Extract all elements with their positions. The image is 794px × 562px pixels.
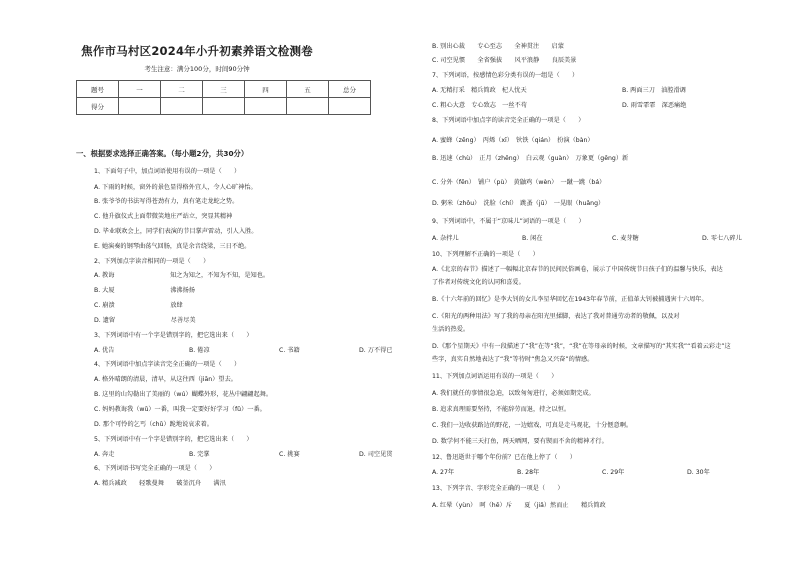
option-line: B. 这里的山勾勒出了美丽的（wú）蝴蝶外形，花丛中翩翩起舞。	[94, 391, 273, 398]
option-line: E. 她演奏的钢琴曲荡气回肠，真是余音绕梁，三日不绝。	[94, 243, 251, 250]
option-a[interactable]: A. 优告	[94, 347, 115, 354]
question-7-options-row1	[432, 88, 686, 94]
option-c[interactable]: C. 书籍	[279, 347, 300, 354]
option-line: 了作者对传统文化的认同和喜爱。	[432, 279, 525, 286]
option-line: D. 粥米（zhǒu） 洗脸（chí） 跳蚤（jū） 一晃眼（huǎng）	[432, 200, 605, 207]
option-line: A. 红晕（yùn） 呵（hē）斥 夏（jiǎ）然而止 精兵简政	[432, 502, 606, 509]
option-line: D. 毕业联欢会上，同学们表演的节目掌声雷动，引人入胜。	[94, 228, 258, 235]
option-d[interactable]: D. 司空见贯	[359, 451, 393, 458]
option-d[interactable]: D. 万不得已	[359, 347, 393, 354]
option-line: A. 蜜蜂（zēng） 丙烯（xī） 钬铁（qián） 扮演（bàn）	[432, 137, 594, 144]
question-line: 11、下列加点词语运用有误的一项是（ ）	[432, 373, 558, 380]
option-b[interactable]: B. 倦凉	[189, 347, 210, 354]
right-column	[424, 0, 794, 562]
option-line: A.《北京的春节》描述了一幅幅北京春节的民间民俗画卷，展示了中国传统节日孩子们的温馨与快乐，表达	[432, 266, 723, 273]
option-line: C. 司空见惯 全省强拔 风平浪静 良辰美景	[432, 57, 577, 64]
question-line: 3、下列词语中有一个字是错别字的，把它选出来（ ）	[94, 332, 253, 339]
option-line: D. 数学何不能三天打鱼，两天晒网，要有锲而不舍的精神才行。	[432, 438, 608, 445]
option-line: A. 下雨的时候，窗外的景色显得格外宜人，令人心旷神怡。	[94, 184, 257, 191]
question-line: 9、下列词语中，不属于“京味儿”词语的一项是（ ）	[432, 218, 585, 225]
option-line: A. 格外晴朗的清晨，清早，从这往西（jiān）望去。	[94, 376, 237, 383]
option-b[interactable]: B. 两面三刀 油腔滑调	[622, 87, 686, 94]
question-line: 5、下列词语中有一个字是错别字的，把它选出来（ ）	[94, 436, 253, 443]
question-line: 4、下列词语中加点字读音完全正确的一项是（ ）	[94, 361, 241, 368]
section-heading: 一、根据要求选择正确答案。（每小题2分，共30分）	[76, 149, 249, 158]
page-title: 焦作市马村区2024年小升初素养语文检测卷	[81, 44, 313, 58]
question-9-options	[432, 236, 742, 242]
option-a[interactable]: A. 27年	[432, 469, 455, 476]
question-line: 12、鲁迅逝世于哪个年份前？已在他上停了（ ）	[432, 454, 576, 461]
option-c[interactable]: C. 粗心大意 专心致志 一丝不苟	[432, 102, 527, 109]
score-header-cell: 五	[287, 81, 329, 98]
option-line: A. 我们就任的事情很急迫，以致匆匆进行，必须如期完成。	[432, 390, 595, 397]
option-c[interactable]: C. 麦芽糖	[612, 235, 639, 242]
option-a[interactable]: A. 无精打采 精兵简政 杞人忧天	[432, 87, 527, 94]
score-row-label: 得分	[77, 98, 119, 115]
question-line: 1、下面句子中，加点词语使用有误的一项是（ ）	[94, 168, 241, 175]
question-line: 2、下列加点字读音相同的一项是（ ）	[94, 258, 210, 265]
option-line: B. 别出心裁 专心至志 全神贯注 启蒙	[432, 43, 564, 50]
option-b[interactable]: B. 28年	[517, 469, 540, 476]
score-header-cell: 四	[245, 81, 287, 98]
score-header-cell: 总分	[329, 81, 371, 98]
option-line: B. 大厦 沸沸扬扬	[94, 287, 195, 294]
question-line: 6、下列词语书写完全正确的一项是（ ）	[94, 465, 216, 472]
score-header-cell: 一	[119, 81, 161, 98]
page-subtitle: 考生注意：满分100分，时间90分钟	[144, 65, 250, 73]
option-a[interactable]: A. 杂拌儿	[432, 235, 459, 242]
option-line: 生活的热爱。	[432, 326, 470, 333]
option-b[interactable]: B. 闲在	[522, 235, 543, 242]
option-line: D.《那个星期天》中有一段描述了“我”在等“我”，“我”在等母亲的时候，文章描写的“其实我”“看着云彩走”这	[432, 343, 731, 350]
option-line: B. 张爷爷的书法写得苍劲有力，真有笔走龙蛇之势。	[94, 198, 239, 205]
option-d[interactable]: D. 雨雪霏霏 深恶痛绝	[622, 102, 687, 109]
option-c[interactable]: C. 29年	[602, 469, 625, 476]
option-line: C. 妈妈教诲我（wǔ）一番，叫我一定要好好学习（fǔ）一番。	[94, 406, 266, 413]
option-line: B. 追求真理需要坚持，不能辞劳而退，持之以恒。	[432, 406, 571, 413]
option-line: 些字，真实自然地表达了“我”等待时“焦急又兴奋”的情感。	[432, 356, 594, 363]
option-line: D. 遗留 尽善尽美	[94, 317, 196, 324]
question-3-options	[94, 348, 392, 354]
option-line: D. 那个可怜的乞丐（chǔ）跪地说哀求着。	[94, 421, 213, 428]
question-line: 10、下列理解不正确的一项是（ ）	[432, 251, 539, 258]
option-d[interactable]: D. 30年	[687, 469, 710, 476]
option-line: B. 迅速（chù） 正月（zhēng） 白云观（guàn） 万象更（gēng）新	[432, 155, 629, 162]
option-line: C. 我们一边收获路边的野花，一边嬉戏，可真是走马观花，十分惬意啊。	[432, 422, 633, 429]
question-line: 13、下列字音、字形完全正确的一项是（ ）	[432, 485, 564, 492]
left-column	[20, 0, 395, 562]
option-line: C. 分外（fēn） 铺户（pù） 黄鼬鸡（wèn） 一蹴一跳（bá）	[432, 179, 606, 186]
score-header-cell: 三	[203, 81, 245, 98]
option-line: C.《阳光的两种用法》写了我的母亲在阳光里揉脚，表达了我对普通劳动者的敬佩，以及对	[432, 313, 680, 320]
option-line: B.《十六年前的回忆》是李大钊的女儿李星华回忆在1943年春节前，正值革大钊被捕遇害十六周年。	[432, 296, 708, 303]
option-line: C. 崩溃 放肆	[94, 302, 183, 309]
option-a[interactable]: A. 奔走	[94, 451, 115, 458]
score-header-cell: 二	[161, 81, 203, 98]
option-b[interactable]: B. 完掌	[189, 451, 210, 458]
question-5-options	[94, 452, 392, 458]
question-line: 8、下列词语中加点字的读音完全正确的一项是（ ）	[432, 117, 585, 124]
option-d[interactable]: D. 零七八碎儿	[702, 235, 742, 242]
option-line: C. 他升旗仪式上面带微笑地庄严站立，突显其精神	[94, 213, 233, 220]
question-12-options	[432, 470, 710, 476]
option-line: A. 精兵减政 轻歌曼舞 破釜沉舟 满汛	[94, 480, 226, 487]
option-c[interactable]: C. 挑赛	[279, 451, 300, 458]
option-line: A. 教诲 知之为知之，不知为不知，是知也。	[94, 272, 270, 279]
score-header-cell: 题号	[77, 81, 119, 98]
question-7-options-row2	[432, 103, 686, 109]
question-line: 7、下列词语，按感情色彩分类有误的一组是（ ）	[432, 72, 579, 79]
